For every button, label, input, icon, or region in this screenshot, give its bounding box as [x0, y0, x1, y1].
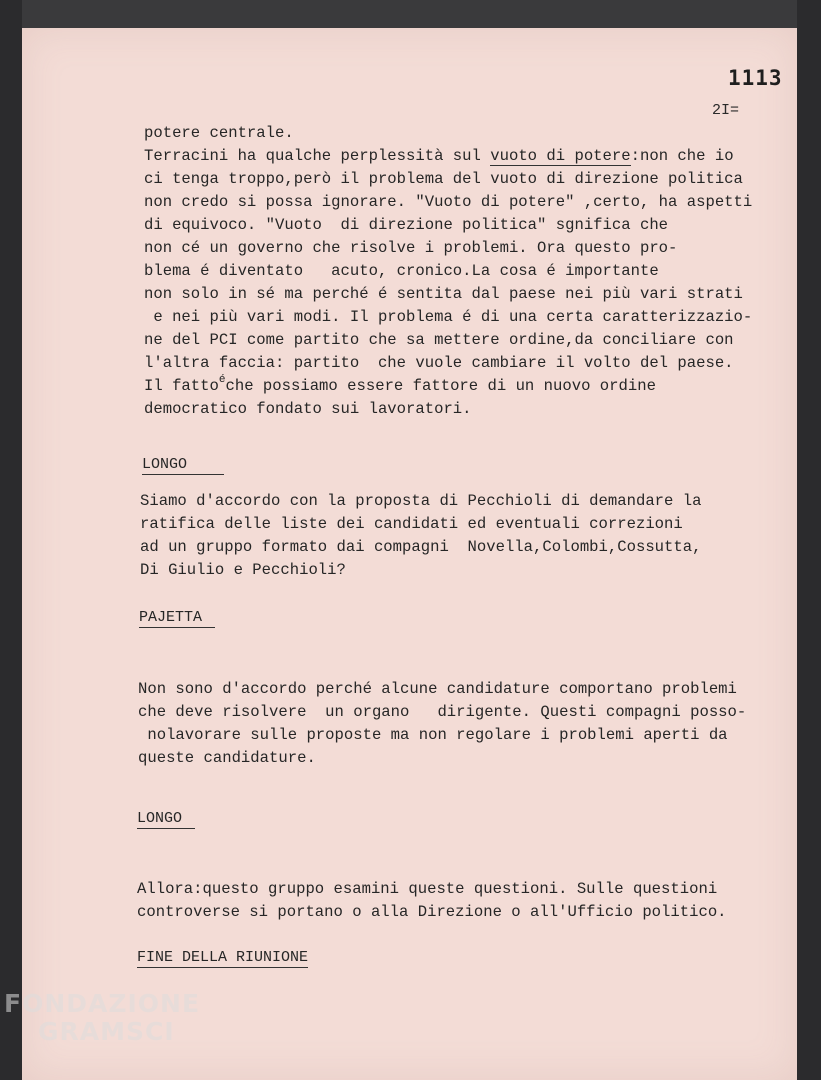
text-line: Il fatto$^é$che possiamo essere fattore di un nuovo ordine — [144, 374, 656, 395]
text-line: Non sono d'accordo perché alcune candidature comportano problemi — [138, 680, 737, 698]
text-line: ratifica delle liste dei candidati ed eventuali correzioni — [140, 515, 683, 533]
accent-mark: é — [218, 374, 226, 386]
speaker-heading-pajetta: PAJETTA — [139, 609, 215, 628]
text-line: controverse si portano o alla Direzione o all'Ufficio politico. — [137, 903, 727, 921]
text-line: ci tenga troppo,però il problema del vuoto di direzione politica — [144, 170, 743, 188]
text-line: queste candidature. — [138, 749, 316, 767]
text-line: di equivoco. "Vuoto di direzione politica" sgnifica che — [144, 216, 669, 234]
archive-watermark: FONDAZIONE GRAMSCI — [4, 989, 201, 1046]
paragraph-terracini — [144, 124, 784, 434]
speaker-heading-longo: LONGO — [142, 456, 224, 475]
text-line: non solo in sé ma perché é sentita dal paese nei più vari strati — [144, 285, 743, 303]
text-line: ne del PCI come partito che sa mettere ordine,da conciliare con — [144, 331, 734, 349]
meeting-end-heading: FINE DELLA RIUNIONE — [137, 949, 309, 966]
document-page — [22, 28, 797, 1080]
underlined-phrase: vuoto di potere — [490, 147, 631, 165]
text-line: potere centrale. — [144, 124, 294, 142]
page-number: 2I= — [712, 102, 740, 119]
text-line: democratico fondato sui lavoratori. — [144, 400, 472, 418]
text-line: non cé un governo che risolve i problemi. Ora questo pro- — [144, 239, 678, 257]
text-line: l'altra faccia: partito che vuole cambiare il volto del paese. — [144, 354, 734, 372]
paragraph-pajetta — [138, 680, 788, 780]
text-line: non credo si possa ignorare. "Vuoto di potere" ,certo, ha aspetti — [144, 193, 753, 211]
scan-border-left — [0, 0, 22, 1080]
paragraph-longo — [140, 492, 780, 592]
text-line: Terracini ha qualche perplessità sul vuoto di potere:non che io — [144, 147, 734, 165]
document-number: 1113 — [728, 66, 783, 90]
text-line: ad un gruppo formato dai compagni Novella,Colombi,Cossutta, — [140, 538, 702, 556]
text-line: che deve risolvere un organo dirigente. Questi compagni posso- — [138, 703, 747, 721]
text-line: Di Giulio e Pecchioli? — [140, 561, 346, 579]
scan-border-right — [797, 0, 821, 1080]
text-line: blema é diventato acuto, cronico.La cosa é importante — [144, 262, 659, 280]
paragraph-longo-2 — [137, 880, 787, 930]
text-line: e nei più vari modi. Il problema é di una certa caratterizzazio- — [144, 308, 753, 326]
speaker-heading-longo: LONGO — [137, 810, 195, 829]
text-line: Siamo d'accordo con la proposta di Pecchioli di demandare la — [140, 492, 702, 510]
text-line: Allora:questo gruppo esamini queste questioni. Sulle questioni — [137, 880, 718, 898]
text-line: nolavorare sulle proposte ma non regolare i problemi aperti da — [138, 726, 728, 744]
